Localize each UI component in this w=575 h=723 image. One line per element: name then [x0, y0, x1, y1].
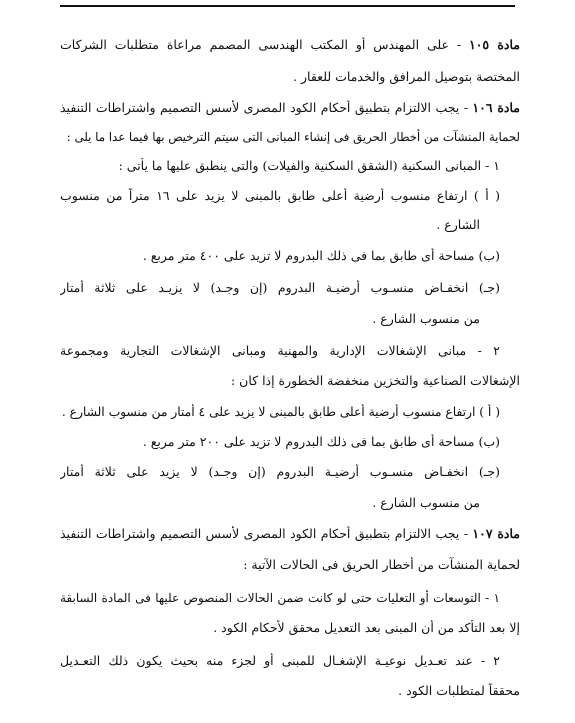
article-107-item-2-line-2: محققاً لمتطلبات الكود .: [398, 683, 520, 698]
article-107-item-2-line-1: ٢ - عند تعـديل نوعيـة الإشغـال للمبنى أو لجزء منه بحيث يكون ذلك التعـديل: [60, 653, 500, 668]
article-105-line-1: [60, 37, 520, 55]
article-106-item-1-c-line-2: من منسوب الشارع .: [372, 311, 480, 326]
article-105-text-1: - على المهندس أو المكتب الهندسى المصمم مراعاة متطلبات الشركات: [60, 37, 469, 52]
article-106-item-1-a-line-1: ( أ ) ارتفاع منسوب أرضية أعلى طابق بالمبنى لا يزيد على ١٦ متراً من منسوب: [60, 188, 500, 203]
article-106-item-1-b: (ب) مساحة أى طابق بما فى ذلك البدروم لا تزيد على ٤٠٠ متر مربع .: [142, 248, 500, 263]
article-106-text-1: - يجب الالتزام بتطبيق أحكام الكود المصرى لأسس التصميم واشتراطات التنفيذ: [60, 100, 473, 115]
article-106-item-1-a-line-2: الشارع .: [436, 217, 480, 232]
article-107-item-1-line-2: إلا بعد التأكد من أن المبنى بعد التعديل محقق لأحكام الكود .: [213, 620, 520, 635]
article-107-line-2: لحماية المنشآت من أخطار الحريق فى الحالات الآتية :: [243, 557, 520, 572]
article-107-item-1-line-1: ١ - التوسعات أو التعليات حتى لو كانت ضمن الحالات المنصوص عليها فى المادة السابقة: [60, 591, 500, 605]
article-106-item-2-heading-line-1: ٢ - مبانى الإشغالات الإدارية والمهنية ومبانى الإشغالات التجارية ومجموعة: [60, 343, 500, 358]
article-107-label: مادة ١٠٧: [472, 526, 520, 541]
article-107-text-1: - يجب الالتزام بتطبيق أحكام الكود المصرى لأسس التصميم واشتراطات التنفيذ: [60, 526, 473, 541]
article-106-line-2: لحماية المنشآت من أخطار الحريق فى إنشاء المبانى التى سيتم الترخيص بها فيما عدا ما يلى :: [66, 130, 520, 144]
article-106-item-2-heading-line-2: الإشغالات الصناعية والتخزين منخفضة الخطورة إذا كان :: [230, 373, 520, 388]
header-rule: [60, 5, 515, 7]
article-107-line-1: [60, 526, 520, 544]
article-105-line-2: المختصة بتوصيل المرافق والخدمات للعقار .: [293, 69, 520, 84]
article-106-item-2-c-line-2: من منسوب الشارع .: [372, 495, 480, 510]
article-106-line-1: [60, 100, 520, 118]
article-105-label: مادة ١٠٥: [468, 37, 520, 52]
article-106-item-2-c-line-1: (جـ) انخفـاض منسـوب أرضيـة البدروم (إن وجـد) لا يزيد على ثلاثة أمتار: [60, 464, 500, 479]
article-106-label: مادة ١٠٦: [472, 100, 520, 115]
article-106-item-1-heading: ١ - المبانى السكنية (الشقق السكنية والفيلات) والتى ينطبق عليها ما يأتى :: [118, 158, 500, 173]
article-106-item-2-b: (ب) مساحة أى طابق بما فى ذلك البدروم لا تزيد على ٢٠٠ متر مربع .: [142, 434, 500, 449]
article-106-item-2-a: ( أ ) ارتفاع منسوب أرضية أعلى طابق بالمبنى لا يزيد على ٤ أمتار من منسوب الشارع .: [61, 405, 500, 419]
article-106-item-1-c-line-1: (جـ) انخفـاض منسـوب أرضيـة البدروم (إن وجـد) لا يزيـد على ثلاثة أمتار: [60, 280, 500, 295]
